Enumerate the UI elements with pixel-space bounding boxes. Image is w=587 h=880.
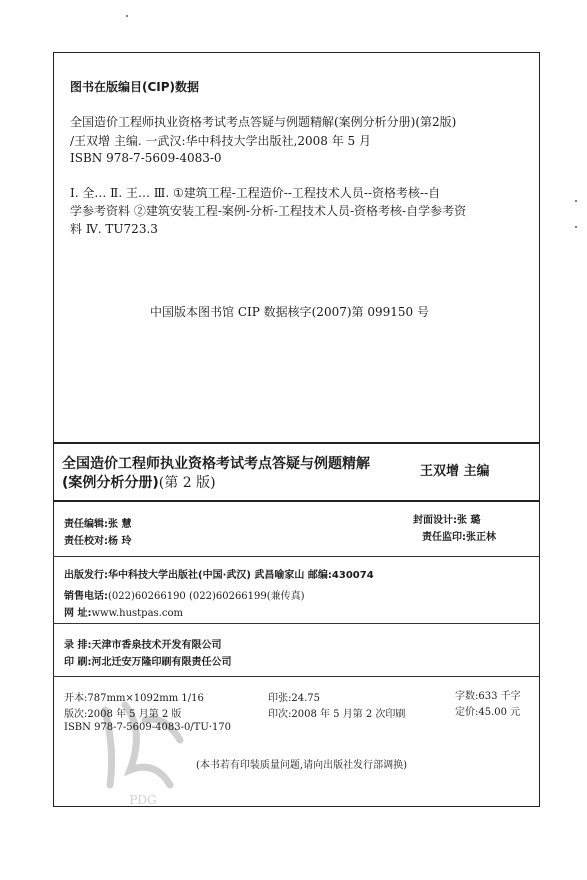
publisher-line: 出版发行:华中科技大学出版社(中国·武汉) 武昌喻家山 邮编:430074 [64, 570, 374, 581]
typesetting [64, 636, 221, 651]
subject-row: Ⅰ. 全… Ⅱ. 王… Ⅲ. ①建筑工程-工程造价--工程技术人员--资格考核--自 [70, 186, 441, 200]
scan-speck [575, 200, 577, 202]
quality-notice: (本书若有印装质量问题,请向出版社发行部调换) [196, 760, 407, 771]
watermark-text: PDG [129, 793, 157, 807]
impression-spec: 印次:2008 年 5 月第 2 次印刷 [268, 709, 406, 720]
subject-row: 学参考资料 ②建筑安装工程-案例-分析-工程技术人员-资格考核-自学参考资 [70, 204, 467, 218]
watermark-stamp [85, 690, 195, 810]
cip-title-line: 全国造价工程师执业资格考试考点答疑与例题精解(案例分析分册)(第2版) [70, 115, 457, 129]
printing-label: 印 刷: [64, 657, 92, 668]
typesetting-label: 录 排: [64, 640, 92, 651]
divider [53, 623, 540, 624]
divider [53, 442, 540, 444]
divider [53, 556, 540, 557]
sales-phone-value: (022)60266190 (022)60266199(兼传真) [108, 591, 305, 602]
scan-speck [575, 226, 577, 228]
print-supervisor: 责任监印:张正林 [422, 532, 496, 543]
book-title: 全国造价工程师执业资格考试考点答疑与例题精解 [62, 456, 370, 472]
cip-subject-classification [70, 184, 515, 238]
subject-row: 料 Ⅳ. TU723.3 [70, 222, 158, 236]
divider [53, 676, 540, 677]
word-count: 字数:633 千字 [455, 691, 521, 702]
isbn-full: ISBN 978-7-5609-4083-0/TU·170 [64, 722, 232, 733]
website-value: www.hustpas.com [91, 608, 183, 619]
editor: 责任编辑:张 慧 [64, 519, 132, 530]
book-edition: (第 2 版) [158, 475, 216, 491]
scan-speck [126, 15, 128, 17]
website [64, 601, 183, 620]
price: 定价:45.00 元 [455, 707, 521, 718]
divider [53, 500, 540, 502]
cip-author-publisher-line: /王双增 主编. 一武汉:华中科技大学出版社,2008 年 5 月 [70, 134, 371, 148]
book-author: 王双增 主编 [420, 464, 490, 479]
format-spec: 开本:787mm×1092mm 1/16 [64, 693, 204, 704]
cip-isbn: ISBN 978-7-5609-4083-0 [70, 151, 222, 165]
cip-record-number: 中国版本图书馆 CIP 数据核字(2007)第 099150 号 [150, 305, 429, 319]
watermark-strokes [105, 705, 180, 785]
typesetting-value: 天津市香泉技术开发有限公司 [91, 640, 222, 651]
sales-phone-label: 销售电话: [64, 591, 108, 602]
cip-heading: 图书在版编目(CIP)数据 [70, 80, 200, 94]
website-label: 网 址: [64, 608, 92, 619]
proofreader: 责任校对:杨 玲 [64, 536, 132, 547]
book-subtitle-text: (案例分析分册) [62, 475, 159, 491]
sheets-spec: 印张:24.75 [268, 693, 320, 704]
cover-designer: 封面设计:张 璐 [413, 515, 481, 526]
book-subtitle [62, 472, 216, 492]
printing-value: 河北迁安万隆印刷有限责任公司 [91, 657, 232, 668]
printing [64, 653, 231, 668]
edition-spec: 版次:2008 年 5 月第 2 版 [64, 709, 182, 720]
